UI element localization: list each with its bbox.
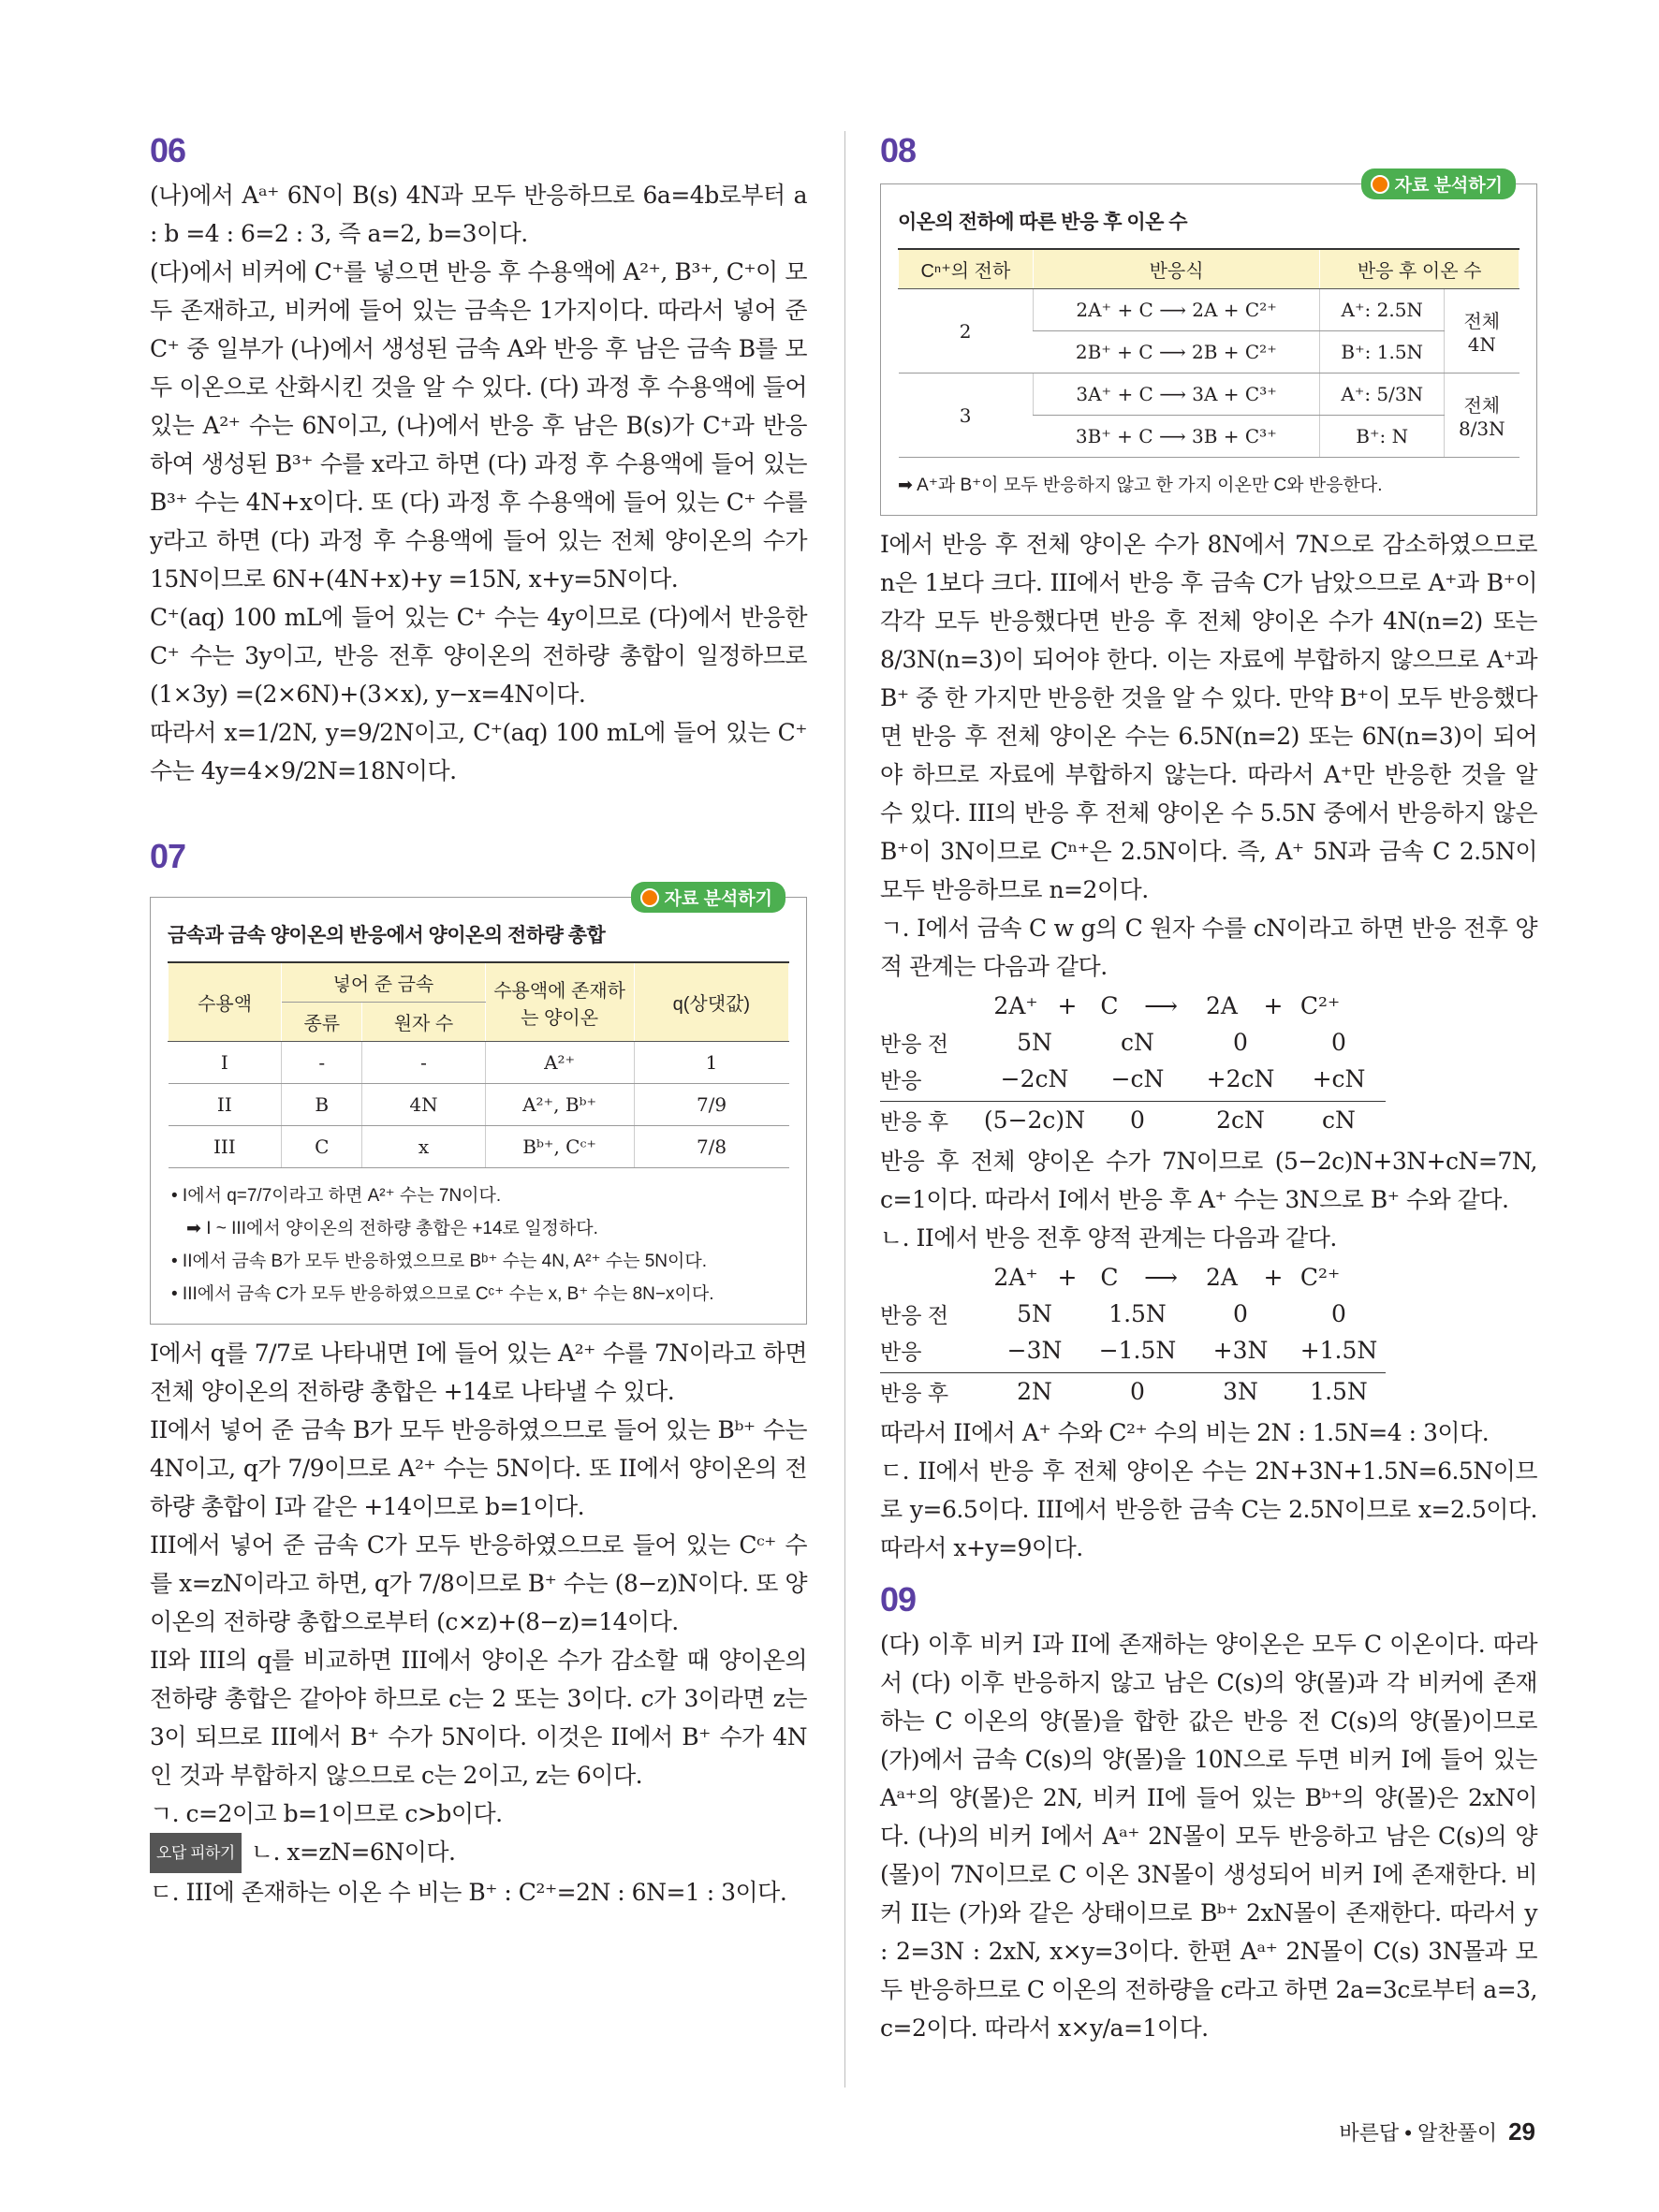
calc-equation (880, 988, 1386, 1024)
note: • I에서 q=7/7이라고 하면 A²⁺ 수는 7N이다. (171, 1186, 502, 1206)
q08-box-note: ➡ A⁺과 B⁺이 모두 반응하지 않고 한 가지 이온만 C와 반응한다. (898, 476, 1383, 495)
cell: 3B⁺ + C ⟶ 3B + C³⁺ (1033, 416, 1320, 458)
cell: 2A⁺ + C ⟶ 2A + C²⁺ (1033, 289, 1320, 331)
q07-analysis-badge (631, 882, 785, 913)
table-row (169, 1042, 789, 1084)
th-kind: 종류 (282, 1003, 362, 1042)
th-cations: 수용액에 존재하는 양이온 (485, 962, 634, 1042)
calc-value: 0 (1130, 1378, 1145, 1405)
calc-head: ⟶ (1144, 992, 1178, 1019)
cell: - (282, 1042, 362, 1084)
th-atoms: 원자 수 (362, 1003, 485, 1042)
cell: A⁺: 5/3N (1320, 374, 1445, 416)
page-footer (1339, 2117, 1535, 2146)
calc-head: ⟶ (1144, 1264, 1178, 1291)
q08-calc-2 (880, 1259, 1386, 1410)
wrong-line-text: ㄴ. x=zN=6N이다. (250, 1838, 456, 1866)
calc-value: cN (1322, 1106, 1356, 1134)
calc-label: 반응 (880, 1068, 922, 1092)
table-row (899, 374, 1520, 416)
left-column (150, 131, 807, 1912)
total-label: 전체 (1463, 312, 1501, 332)
cell: x (362, 1126, 485, 1168)
q07-paragraph-1: I에서 q를 7/7로 나타내면 I에 들어 있는 A²⁺ 수를 7N이라고 하면 전체 양이온의 전하량 총합은 +14로 나타낼 수 있다. (150, 1340, 807, 1405)
calc-value: +1.5N (1299, 1337, 1378, 1364)
cell: Bᵇ⁺, Cᶜ⁺ (485, 1126, 634, 1168)
calc-value: 0 (1331, 1300, 1346, 1327)
q06-paragraph-4: 따라서 x=1/2N, y=9/2N이고, C⁺(aq) 100 mL에 들어 있는 C⁺ 수는 4y=4×9/2N=18N이다. (150, 719, 807, 784)
q08-end-paragraph-2: ㄷ. II에서 반응 후 전체 양이온 수는 2N+3N+1.5N=6.5N이므로 y=6.5이다. III에서 반응한 금속 C는 2.5N이므로 x=2.5이다. 따라서 x+y=9이다. (880, 1458, 1537, 1561)
q08-mid-paragraph-1: 반응 후 전체 양이온 수가 7N이므로 (5−2c)N+3N+cN=7N, c=1이다. 따라서 I에서 반응 후 A⁺ 수는 3N으로 B⁺ 수와 같다. (880, 1148, 1537, 1213)
q07-table (168, 961, 789, 1168)
q07-box-title: 금속과 금속 양이온의 반응에서 양이온의 전하량 총합 (168, 925, 606, 946)
calc-value: −cN (1110, 1065, 1165, 1092)
calc-value: 3N (1223, 1378, 1258, 1405)
calc-value: −1.5N (1098, 1337, 1177, 1364)
calc-head: + (1057, 1264, 1078, 1291)
calc-value: 2cN (1216, 1106, 1265, 1134)
note: • II에서 금속 B가 모두 반응하였으므로 Bᵇ⁺ 수는 4N, A²⁺ 수는 5N이다. (171, 1252, 708, 1271)
cell: B⁺: 1.5N (1320, 331, 1445, 374)
cell: III (169, 1126, 282, 1168)
total-value: 4N (1467, 333, 1496, 356)
q08-table (898, 248, 1520, 458)
calc-value: (5−2c)N (983, 1106, 1086, 1134)
badge-icon (640, 888, 659, 907)
calc-row (880, 1024, 1386, 1061)
calc-value: +3N (1212, 1337, 1269, 1364)
calc-value: 0 (1233, 1029, 1248, 1056)
q07-analysis-box (150, 889, 807, 1325)
calc-head: + (1263, 1264, 1284, 1291)
cell: 7/8 (634, 1126, 788, 1168)
table-row (899, 289, 1520, 331)
cell: B (282, 1084, 362, 1126)
th-equation: 반응식 (1033, 249, 1320, 289)
calc-value: 1.5N (1310, 1378, 1368, 1405)
cell: B⁺: N (1320, 416, 1445, 458)
q07-wrong-line-2: ㄷ. III에 존재하는 이온 수 비는 B⁺ : C²⁺=2N : 6N=1 : 3이다. (150, 1879, 787, 1906)
th-ions-after: 반응 후 이온 수 (1320, 249, 1520, 289)
cell: 4N (362, 1084, 485, 1126)
calc-label: 반응 후 (880, 1381, 949, 1405)
q07-notes (168, 1179, 789, 1311)
right-column (880, 131, 1537, 2047)
th-solution: 수용액 (169, 962, 282, 1042)
th-charge: Cⁿ⁺의 전하 (899, 249, 1034, 289)
question-number-06: 06 (150, 131, 186, 169)
q08-end-paragraph-1: 따라서 II에서 A⁺ 수와 C²⁺ 수의 비는 2N : 1.5N=4 : 3이다. (880, 1419, 1490, 1446)
column-divider (844, 131, 845, 2087)
calc-value: 0 (1130, 1106, 1145, 1134)
calc-value: 1.5N (1108, 1300, 1167, 1327)
calc-row (880, 1296, 1386, 1332)
cell: A²⁺ (485, 1042, 634, 1084)
calc-head: + (1263, 992, 1284, 1019)
badge-icon (1371, 175, 1389, 194)
calc-row (880, 1332, 1386, 1369)
calc-value: −3N (1006, 1337, 1063, 1364)
q06-paragraph-3: C⁺(aq) 100 mL에 들어 있는 C⁺ 수는 4y이므로 (다)에서 반응한 C⁺ 수는 3y이고, 반응 전후 양이온의 전하량 총합이 일정하므로 (1×3y) =(2×6N)+(3×x), y−x=4N이다. (150, 604, 807, 708)
calc-equation (880, 1259, 1386, 1296)
cell: 1 (634, 1042, 788, 1084)
question-number-09: 09 (880, 1580, 917, 1619)
calc-label: 반응 전 (880, 1303, 949, 1327)
calc-label: 반응 후 (880, 1109, 949, 1134)
calc-label: 반응 (880, 1340, 922, 1364)
calc-label: 반응 전 (880, 1032, 949, 1056)
calc-head: 2A (1206, 992, 1238, 1019)
calc-head: C²⁺ (1299, 992, 1341, 1019)
q08-box-title: 이온의 전하에 따른 반응 후 이온 수 (898, 212, 1188, 233)
q07-wrong-line-1 (150, 1833, 807, 1873)
cell: 2 (899, 289, 1034, 374)
cell: 2B⁺ + C ⟶ 2B + C²⁺ (1033, 331, 1320, 374)
q06-paragraph-2: (다)에서 비커에 C⁺를 넣으면 반응 후 수용액에 A²⁺, B³⁺, C⁺이 모두 존재하고, 비커에 들어 있는 금속은 1가지이다. 따라서 넣어 준 C⁺ 중 일부가 (나)에서 생성된 금속 A와 반응 후 남은 금속 B를 모두 이온으로 산화시킨 것을 알 수 있다. (다) 과정 후 수용액에 들어 있는 A²⁺ 수는 6N이고, (나)에서 반응 후 남은 B(s)가 C⁺과 반응하여 생성된 B³⁺ 수를 x라고 하면 (다) 과정 후 수용액에 들어 있는 B³⁺ 수는 4N+x이다. 또 (다) 과정 후 수용액에 들어 있는 C⁺ 수를 y라고 하면 (다) 과정 후 수용액에 들어 있는 전체 양이온의 수가 15N이므로 6N+(4N+x)+y =15N, x+y=5N이다. (150, 258, 807, 593)
total-label: 전체 (1463, 396, 1501, 417)
cell: 3 (899, 374, 1034, 458)
badge-label: 자료 분석하기 (664, 889, 772, 909)
q06-paragraph-1: (나)에서 Aᵃ⁺ 6N이 B(s) 4N과 모두 반응하므로 6a=4b로부터 a : b =4 : 6=2 : 3, 즉 a=2, b=3이다. (150, 182, 807, 247)
calc-head: C²⁺ (1299, 1264, 1341, 1291)
calc-value: +2cN (1206, 1065, 1275, 1092)
badge-label: 자료 분석하기 (1394, 176, 1503, 196)
cell: I (169, 1042, 282, 1084)
calc-head: 2A (1206, 1264, 1238, 1291)
calc-value: 2N (1017, 1378, 1052, 1405)
q08-calc-1 (880, 988, 1386, 1138)
calc-head: C (1100, 1264, 1119, 1291)
calc-row (880, 1101, 1386, 1138)
footer-label: 바른답 • 알찬풀이 (1339, 2121, 1498, 2145)
calc-value: 5N (1017, 1300, 1052, 1327)
page-number: 29 (1508, 2117, 1535, 2146)
calc-value: +cN (1312, 1065, 1366, 1092)
q08-analysis-badge (1361, 168, 1516, 199)
note: • III에서 금속 C가 모두 반응하였으므로 Cᶜ⁺ 수는 x, B⁺ 수는 8N−x이다. (171, 1284, 714, 1304)
note: ➡ I ~ III에서 양이온의 전하량 총합은 +14로 일정하다. (186, 1219, 598, 1238)
calc-head: 2A⁺ (993, 1264, 1038, 1291)
q07-paragraph-3: III에서 넣어 준 금속 C가 모두 반응하였으므로 들어 있는 Cᶜ⁺ 수를 x=zN이라고 하면, q가 7/8이므로 B⁺ 수는 (8−z)N이다. 또 양이온의 전하량 총합으로부터 (c×z)+(8−z)=14이다. (150, 1531, 807, 1635)
cell: A²⁺, Bᵇ⁺ (485, 1084, 634, 1126)
q07-paragraph-2: II에서 넣어 준 금속 B가 모두 반응하였으므로 들어 있는 Bᵇ⁺ 수는 4N이고, q가 7/9이므로 A²⁺ 수는 5N이다. 또 II에서 양이온의 전하량 총합이 I과 같은 +14이므로 b=1이다. (150, 1416, 807, 1520)
calc-head: 2A⁺ (993, 992, 1038, 1019)
q08-paragraph-2: ㄱ. I에서 금속 C w g의 C 원자 수를 cN이라고 하면 반응 전후 양적 관계는 다음과 같다. (880, 915, 1537, 980)
q08-analysis-box (880, 176, 1537, 516)
cell (1445, 374, 1520, 458)
total-value: 8/3N (1458, 417, 1505, 440)
th-q: q(상댓값) (634, 962, 788, 1042)
q07-paragraph-4: II와 III의 q를 비교하면 III에서 양이온 수가 감소할 때 양이온의 전하량 총합은 같아야 하므로 c는 2 또는 3이다. c가 3이라면 z는 3이 되므로 III에서 B⁺ 수가 5N이다. 이것은 II에서 B⁺ 수가 4N인 것과 부합하지 않으므로 c는 2이고, z는 6이다. (150, 1647, 807, 1789)
calc-row (880, 1372, 1386, 1410)
question-number-08: 08 (880, 131, 917, 169)
q08-mid-paragraph-2: ㄴ. II에서 반응 전후 양적 관계는 다음과 같다. (880, 1224, 1337, 1252)
q08-paragraph-1: I에서 반응 후 전체 양이온 수가 8N에서 7N으로 감소하였으므로 n은 1보다 크다. III에서 반응 후 금속 C가 남았으므로 A⁺과 B⁺이 각각 모두 반응했다면 반응 후 전체 양이온 수가 4N(n=2) 또는 8/3N(n=3)이 되어야 한다. 이는 자료에 부합하지 않으므로 A⁺과 B⁺ 중 한 가지만 반응한 것을 알 수 있다. 만약 B⁺이 모두 반응했다면 반응 후 전체 양이온 수는 6.5N(n=2) 또는 6N(n=3)이 되어야 하므로 자료에 부합하지 않는다. 따라서 A⁺만 반응한 것을 알 수 있다. III의 반응 후 전체 양이온 수 5.5N 중에서 반응하지 않은 B⁺이 3N이므로 Cⁿ⁺은 2.5N이다. 즉, A⁺ 5N과 금속 C 2.5N이 모두 반응하므로 n=2이다. (880, 531, 1537, 903)
table-row (169, 1126, 789, 1168)
q09-paragraph-1: (다) 이후 비커 I과 II에 존재하는 양이온은 모두 C 이온이다. 따라서 (다) 이후 반응하지 않고 남은 C(s)의 양(몰)과 각 비커에 존재하는 C 이온의 양(몰)을 합한 값은 반응 전 C(s)의 양(몰)이므로 (가)에서 금속 C(s)의 양(몰)을 10N으로 두면 비커 I에 들어 있는 Aᵃ⁺의 양(몰)은 2N, 비커 II에 들어 있는 Bᵇ⁺의 양(몰)은 2xN이다. (나)의 비커 I에서 Aᵃ⁺ 2N몰이 모두 반응하고 남은 C(s)의 양(몰)이 7N이므로 C 이온 3N몰이 생성되어 비커 I에 존재한다. 비커 II는 (가)와 같은 상태이므로 Bᵇ⁺ 2xN몰이 존재한다. 따라서 y : 2=3N : 2xN, x×y=3이다. 한편 Aᵃ⁺ 2N몰이 C(s) 3N몰과 모두 반응하므로 C 이온의 전하량을 c라고 하면 2a=3c로부터 a=3, c=2이다. 따라서 x×y/a=1이다. (880, 1631, 1537, 2042)
cell: C (282, 1126, 362, 1168)
th-metal: 넣어 준 금속 (282, 962, 485, 1003)
cell (1445, 289, 1520, 374)
calc-value: −2cN (1000, 1065, 1069, 1092)
cell: - (362, 1042, 485, 1084)
calc-value: 0 (1331, 1029, 1346, 1056)
table-row (169, 1084, 789, 1126)
cell: II (169, 1084, 282, 1126)
q07-paragraph-5: ㄱ. c=2이고 b=1이므로 c>b이다. (150, 1800, 503, 1827)
cell: 3A⁺ + C ⟶ 3A + C³⁺ (1033, 374, 1320, 416)
calc-value: 5N (1017, 1029, 1052, 1056)
cell: 7/9 (634, 1084, 788, 1126)
calc-head: + (1057, 992, 1078, 1019)
question-number-07: 07 (150, 837, 186, 875)
cell: A⁺: 2.5N (1320, 289, 1445, 331)
calc-value: 0 (1233, 1300, 1248, 1327)
wrong-answer-tag: 오답 피하기 (150, 1833, 242, 1873)
calc-value: cN (1121, 1029, 1154, 1056)
calc-row (880, 1061, 1386, 1097)
calc-head: C (1100, 992, 1119, 1019)
